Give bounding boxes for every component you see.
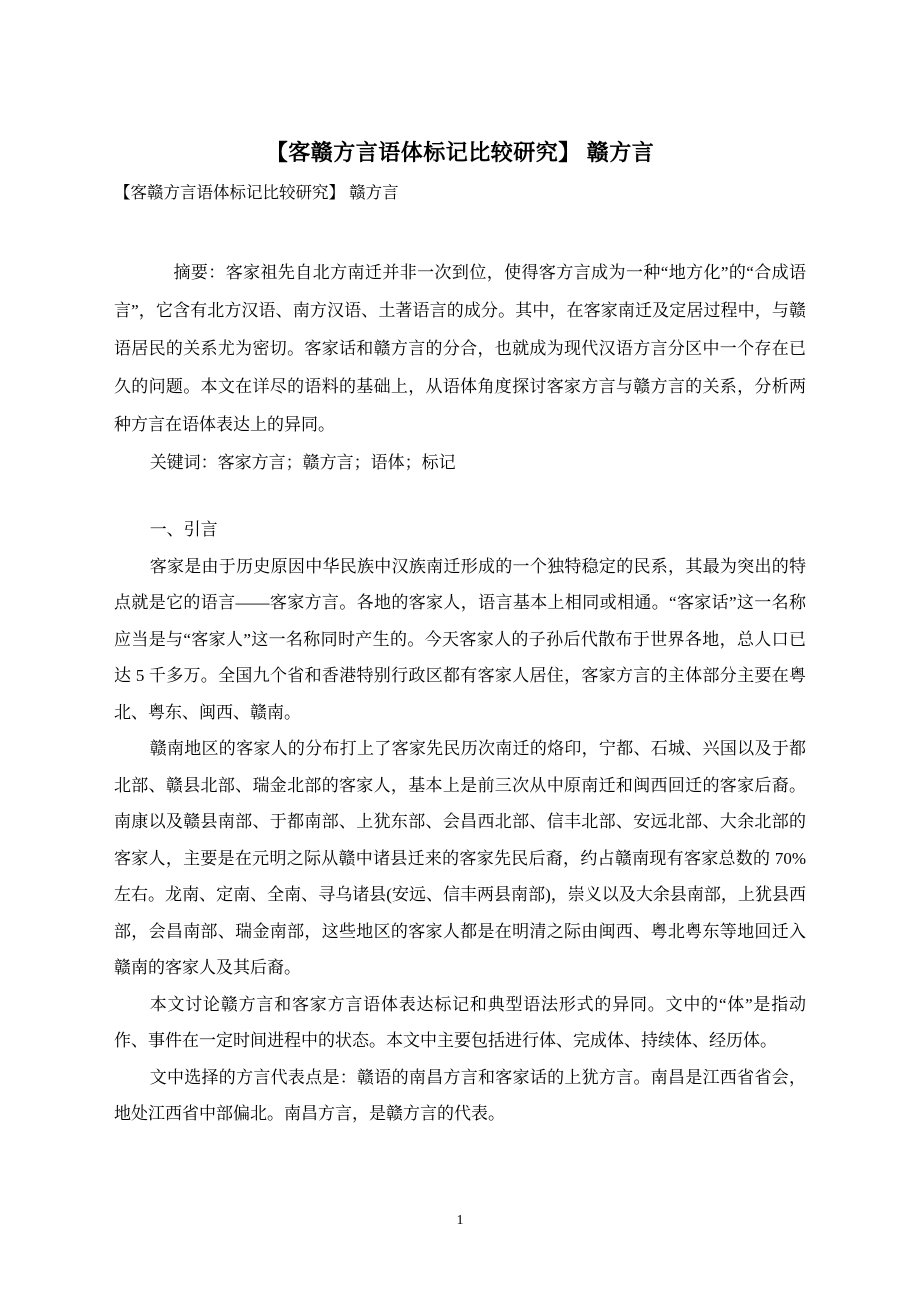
- body-paragraph-2: 赣南地区的客家人的分布打上了客家先民历次南迁的烙印，宁都、石城、兴国以及于都北部、赣县北部、瑞金北部的客家人，基本上是前三次从中原南迁和闽西回迁的客家后裔。南康以及赣县南部、于都南部、上犹东部、会昌西北部、信丰北部、安远北部、大余北部的客家人，主要是在元明之际从赣中诸县迁来的客家先民后裔，约占赣南现有客家总数的 70%左右。龙南、定南、全南、寻乌诸县(安远、信丰两县南部)，崇义以及大余县南部，上犹县西部，会昌南部、瑞金南部，这些地区的客家人都是在明清之际由闽西、粤北粤东等地回迁入赣南的客家人及其后裔。: [114, 739, 806, 977]
- document-subtitle: 【客赣方言语体标记比较研究】 赣方言: [114, 183, 399, 202]
- section-heading-introduction: 一、引言: [149, 520, 218, 539]
- abstract-paragraph: 摘要：客家祖先自北方南迁并非一次到位，使得客方言成为一种“地方化”的“合成语言”，它含有北方汉语、南方汉语、土著语言的成分。其中，在客家南迁及定居过程中，与赣语居民的关系尤为密切。客家话和赣方言的分合，也就成为现代汉语方言分区中一个存在已久的问题。本文在详尽的语料的基础上，从语体角度探讨客家方言与赣方言的关系，分析两种方言在语体表达上的异同。: [114, 263, 806, 434]
- body-paragraph-3: 本文讨论赣方言和客家方言语体表达标记和典型语法形式的异同。文中的“体”是指动作、事件在一定时间进程中的状态。本文中主要包括进行体、完成体、持续体、经历体。: [114, 994, 806, 1050]
- document-title: 【客赣方言语体标记比较研究】 赣方言: [265, 140, 655, 165]
- body-paragraph-1: 客家是由于历史原因中华民族中汉族南迁形成的一个独特稳定的民系，其最为突出的特点就是它的语言――客家方言。各地的客家人，语言基本上相同或相通。“客家话”这一名称应当是与“客家人”这一名称同时产生的。今天客家人的子孙后代散布于世界各地，总人口已达 5 千多万。全国九个省和香港特别行政区都有客家人居住，客家方言的主体部分主要在粤北、粤东、闽西、赣南。: [114, 556, 806, 722]
- body-paragraph-4: 文中选择的方言代表点是：赣语的南昌方言和客家话的上犹方言。南昌是江西省省会，地处江西省中部偏北。南昌方言，是赣方言的代表。: [114, 1067, 806, 1123]
- keywords-line: 关键词：客家方言；赣方言；语体；标记: [149, 453, 456, 472]
- page-number: 1: [456, 1213, 464, 1228]
